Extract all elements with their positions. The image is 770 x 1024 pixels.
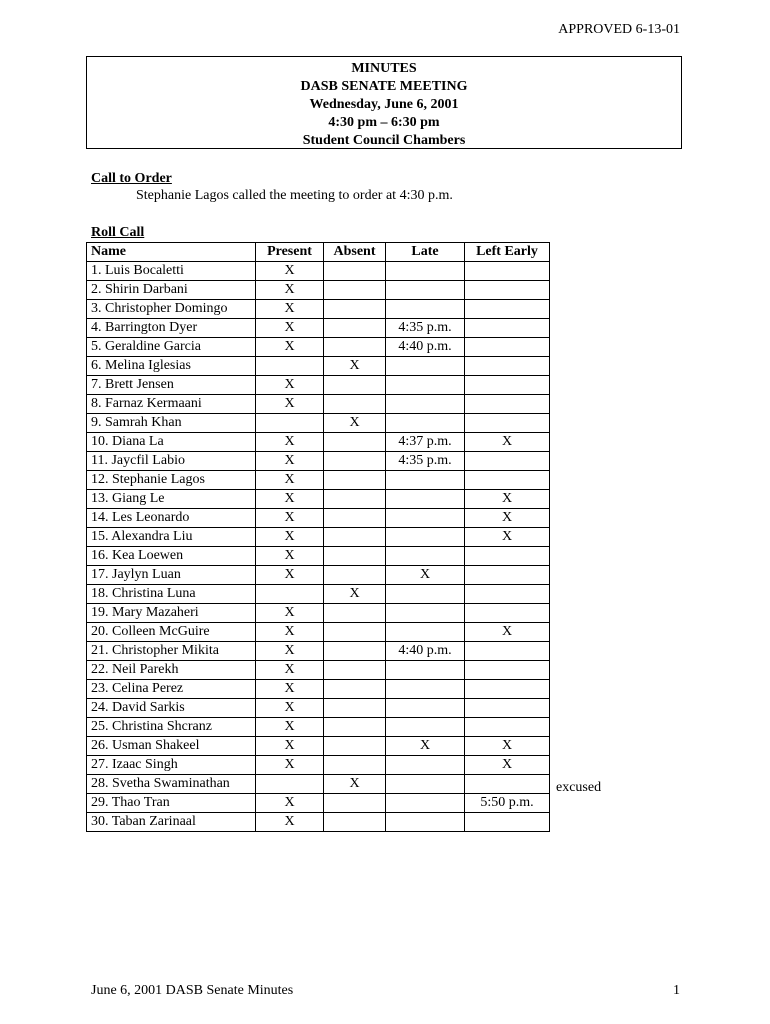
cell-late (386, 528, 465, 547)
cell-present: X (256, 756, 324, 775)
col-header-absent: Absent (324, 243, 386, 262)
cell-late (386, 699, 465, 718)
cell-name: 22. Neil Parekh (87, 661, 256, 680)
cell-name: 14. Les Leonardo (87, 509, 256, 528)
cell-present (256, 414, 324, 433)
cell-present: X (256, 490, 324, 509)
cell-name: 3. Christopher Domingo (87, 300, 256, 319)
footer-title: June 6, 2001 DASB Senate Minutes (91, 983, 294, 998)
cell-left-early (465, 813, 550, 832)
col-header-present: Present (256, 243, 324, 262)
cell-present (256, 585, 324, 604)
cell-present: X (256, 376, 324, 395)
cell-absent (324, 395, 386, 414)
table-row (87, 623, 550, 642)
cell-present: X (256, 680, 324, 699)
cell-absent (324, 680, 386, 699)
cell-name: 6. Melina Iglesias (87, 357, 256, 376)
cell-present: X (256, 718, 324, 737)
table-row (87, 547, 550, 566)
table-row (87, 300, 550, 319)
cell-present: X (256, 300, 324, 319)
cell-late (386, 775, 465, 794)
table-row (87, 471, 550, 490)
cell-present (256, 775, 324, 794)
cell-absent (324, 642, 386, 661)
cell-left-early (465, 699, 550, 718)
cell-name: 15. Alexandra Liu (87, 528, 256, 547)
cell-late (386, 376, 465, 395)
cell-left-early: X (465, 737, 550, 756)
cell-present: X (256, 566, 324, 585)
cell-absent (324, 376, 386, 395)
cell-left-early (465, 452, 550, 471)
cell-absent (324, 737, 386, 756)
cell-late (386, 490, 465, 509)
table-row (87, 395, 550, 414)
table-row (87, 813, 550, 832)
cell-name: 12. Stephanie Lagos (87, 471, 256, 490)
cell-absent (324, 490, 386, 509)
cell-left-early: X (465, 509, 550, 528)
cell-name: 21. Christopher Mikita (87, 642, 256, 661)
cell-left-early (465, 300, 550, 319)
cell-absent (324, 547, 386, 566)
table-row (87, 718, 550, 737)
cell-absent (324, 756, 386, 775)
cell-late (386, 661, 465, 680)
cell-name: 10. Diana La (87, 433, 256, 452)
cell-absent (324, 452, 386, 471)
cell-late (386, 547, 465, 566)
table-row (87, 737, 550, 756)
table-row (87, 528, 550, 547)
table-row (87, 775, 550, 794)
cell-name: 26. Usman Shakeel (87, 737, 256, 756)
table-row (87, 585, 550, 604)
cell-name: 23. Celina Perez (87, 680, 256, 699)
cell-left-early (465, 775, 550, 794)
call-to-order-heading: Call to Order (91, 171, 172, 186)
cell-name: 29. Thao Tran (87, 794, 256, 813)
table-row (87, 756, 550, 775)
cell-left-early (465, 547, 550, 566)
cell-late (386, 262, 465, 281)
cell-late: X (386, 566, 465, 585)
cell-left-early (465, 661, 550, 680)
cell-present: X (256, 528, 324, 547)
cell-left-early: X (465, 528, 550, 547)
table-row (87, 414, 550, 433)
cell-present: X (256, 471, 324, 490)
cell-absent (324, 281, 386, 300)
cell-late: 4:35 p.m. (386, 319, 465, 338)
cell-late (386, 604, 465, 623)
cell-late: 4:35 p.m. (386, 452, 465, 471)
cell-left-early (465, 319, 550, 338)
cell-name: 24. David Sarkis (87, 699, 256, 718)
cell-left-early (465, 376, 550, 395)
cell-name: 4. Barrington Dyer (87, 319, 256, 338)
table-row (87, 661, 550, 680)
cell-left-early: X (465, 433, 550, 452)
page-number: 1 (673, 983, 680, 998)
cell-left-early: 5:50 p.m. (465, 794, 550, 813)
cell-absent: X (324, 414, 386, 433)
cell-present: X (256, 262, 324, 281)
title-box (86, 56, 682, 149)
cell-late (386, 300, 465, 319)
cell-present: X (256, 281, 324, 300)
cell-name: 16. Kea Loewen (87, 547, 256, 566)
cell-present: X (256, 338, 324, 357)
cell-late (386, 509, 465, 528)
cell-late (386, 395, 465, 414)
cell-absent (324, 794, 386, 813)
table-row (87, 376, 550, 395)
cell-name: 2. Shirin Darbani (87, 281, 256, 300)
cell-present: X (256, 813, 324, 832)
roll-call-body (87, 262, 550, 832)
cell-late (386, 623, 465, 642)
cell-name: 27. Izaac Singh (87, 756, 256, 775)
roll-call-heading: Roll Call (91, 225, 145, 240)
table-header-row (87, 243, 550, 262)
cell-absent (324, 604, 386, 623)
cell-left-early (465, 414, 550, 433)
cell-late: X (386, 737, 465, 756)
cell-absent: X (324, 775, 386, 794)
table-row (87, 262, 550, 281)
cell-absent (324, 528, 386, 547)
cell-late (386, 471, 465, 490)
cell-name: 20. Colleen McGuire (87, 623, 256, 642)
excused-note: excused (556, 780, 602, 795)
cell-left-early (465, 471, 550, 490)
cell-absent (324, 699, 386, 718)
title-location: Student Council Chambers (302, 133, 466, 148)
cell-absent (324, 319, 386, 338)
cell-name: 18. Christina Luna (87, 585, 256, 604)
cell-present: X (256, 794, 324, 813)
cell-present: X (256, 661, 324, 680)
cell-left-early (465, 680, 550, 699)
table-row (87, 794, 550, 813)
table-row (87, 319, 550, 338)
cell-left-early (465, 281, 550, 300)
cell-left-early (465, 262, 550, 281)
cell-left-early: X (465, 756, 550, 775)
cell-late (386, 813, 465, 832)
cell-name: 25. Christina Shcranz (87, 718, 256, 737)
cell-late (386, 357, 465, 376)
cell-late (386, 414, 465, 433)
cell-name: 7. Brett Jensen (87, 376, 256, 395)
cell-name: 13. Giang Le (87, 490, 256, 509)
cell-late (386, 794, 465, 813)
table-row (87, 357, 550, 376)
cell-absent (324, 509, 386, 528)
cell-name: 30. Taban Zarinaal (87, 813, 256, 832)
title-meeting: DASB SENATE MEETING (300, 79, 468, 94)
cell-left-early (465, 604, 550, 623)
cell-left-early (465, 357, 550, 376)
cell-late (386, 680, 465, 699)
cell-left-early: X (465, 490, 550, 509)
col-header-name: Name (87, 243, 256, 262)
cell-left-early (465, 585, 550, 604)
approval-stamp: APPROVED 6-13-01 (558, 22, 680, 37)
col-header-left-early: Left Early (465, 243, 550, 262)
title-date: Wednesday, June 6, 2001 (309, 97, 459, 112)
cell-left-early (465, 718, 550, 737)
cell-absent (324, 262, 386, 281)
cell-late (386, 281, 465, 300)
cell-present: X (256, 699, 324, 718)
table-row (87, 566, 550, 585)
cell-absent: X (324, 585, 386, 604)
title-minutes: MINUTES (351, 61, 417, 76)
cell-left-early (465, 566, 550, 585)
cell-present: X (256, 319, 324, 338)
cell-absent (324, 718, 386, 737)
call-to-order-text: Stephanie Lagos called the meeting to order at 4:30 p.m. (136, 188, 453, 203)
table-row (87, 490, 550, 509)
table-row (87, 452, 550, 471)
cell-left-early: X (465, 623, 550, 642)
table-row (87, 433, 550, 452)
cell-present: X (256, 737, 324, 756)
cell-name: 28. Svetha Swaminathan (87, 775, 256, 794)
cell-name: 11. Jaycfil Labio (87, 452, 256, 471)
table-row (87, 338, 550, 357)
cell-name: 19. Mary Mazaheri (87, 604, 256, 623)
cell-late: 4:37 p.m. (386, 433, 465, 452)
cell-present: X (256, 623, 324, 642)
cell-present (256, 357, 324, 376)
cell-present: X (256, 433, 324, 452)
cell-name: 8. Farnaz Kermaani (87, 395, 256, 414)
col-header-late: Late (386, 243, 465, 262)
cell-name: 9. Samrah Khan (87, 414, 256, 433)
cell-present: X (256, 395, 324, 414)
table-row (87, 281, 550, 300)
cell-present: X (256, 604, 324, 623)
table-row (87, 642, 550, 661)
cell-absent (324, 300, 386, 319)
cell-left-early (465, 642, 550, 661)
title-time: 4:30 pm – 6:30 pm (328, 115, 440, 130)
table-row (87, 604, 550, 623)
cell-present: X (256, 642, 324, 661)
cell-name: 5. Geraldine Garcia (87, 338, 256, 357)
cell-absent (324, 433, 386, 452)
cell-name: 1. Luis Bocaletti (87, 262, 256, 281)
cell-late (386, 585, 465, 604)
cell-present: X (256, 509, 324, 528)
cell-late: 4:40 p.m. (386, 338, 465, 357)
cell-left-early (465, 338, 550, 357)
cell-absent (324, 623, 386, 642)
cell-name: 17. Jaylyn Luan (87, 566, 256, 585)
roll-call-table (86, 242, 550, 832)
cell-left-early (465, 395, 550, 414)
cell-present: X (256, 452, 324, 471)
cell-late (386, 756, 465, 775)
cell-absent (324, 661, 386, 680)
table-row (87, 509, 550, 528)
cell-absent (324, 338, 386, 357)
cell-late: 4:40 p.m. (386, 642, 465, 661)
cell-present: X (256, 547, 324, 566)
cell-absent (324, 813, 386, 832)
cell-absent: X (324, 357, 386, 376)
cell-absent (324, 566, 386, 585)
cell-late (386, 718, 465, 737)
table-row (87, 680, 550, 699)
table-row (87, 699, 550, 718)
cell-absent (324, 471, 386, 490)
